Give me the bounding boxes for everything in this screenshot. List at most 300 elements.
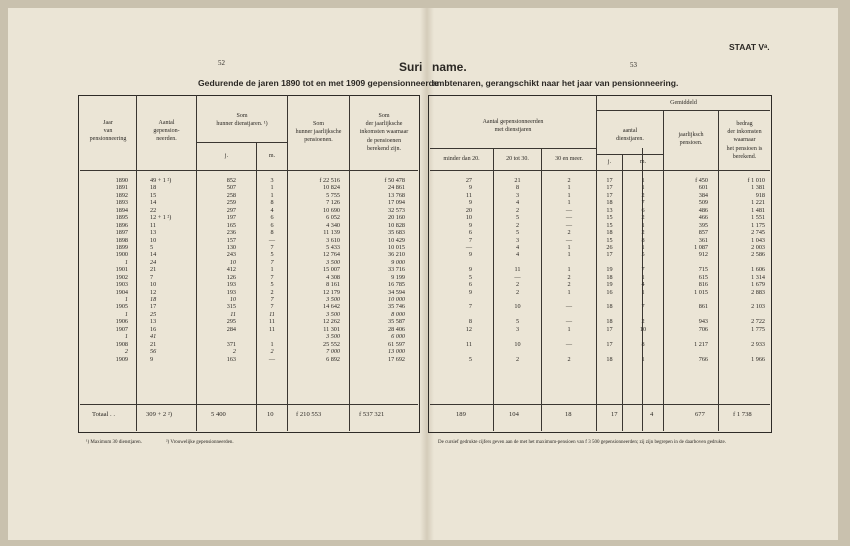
cell-gj: 18 xyxy=(606,229,613,237)
cell-aantal: 9 xyxy=(150,355,154,363)
cell-gm: 4 xyxy=(641,281,645,289)
page-number-left: 52 xyxy=(218,59,225,67)
cell-dj: 295 xyxy=(226,318,236,326)
cell-gm: 1 xyxy=(641,273,645,281)
cell-dm: 11 xyxy=(269,310,275,318)
cell-gm xyxy=(623,259,663,266)
cell-dm: 7 xyxy=(270,258,274,266)
cell-aantal: 11 xyxy=(150,221,156,229)
cell-dm: 11 xyxy=(269,318,275,326)
cell-inkomsten: 33 716 xyxy=(387,266,405,274)
cell-aantal: 10 xyxy=(150,236,157,244)
cell-dj: 11 xyxy=(230,310,236,318)
total-inkomsten: f 537 321 xyxy=(359,411,385,418)
cell-tot30 xyxy=(494,311,541,318)
cell-minder20: 6 xyxy=(468,281,472,289)
cell-gpensioen: 766 xyxy=(698,355,708,363)
cell-jaar: 1 xyxy=(124,258,128,266)
cell-dj: 197 xyxy=(226,214,236,222)
cell-gbedrag xyxy=(719,333,765,340)
header-gem-j: j. xyxy=(607,159,612,165)
cell-gj: 13 xyxy=(606,206,613,214)
cell-minder20: 8 xyxy=(468,318,472,326)
total-dienstjaren-j: 5 400 xyxy=(211,411,226,418)
total-minder-20: 189 xyxy=(456,411,466,418)
cell-inkomsten: 24 861 xyxy=(387,184,405,192)
cell-gm xyxy=(623,296,663,303)
cell-tot30: 3 xyxy=(515,191,520,199)
header-20-tot-30: 20 tot 30. xyxy=(506,156,529,162)
cell-minder20: 20 xyxy=(465,206,472,214)
cell-aantal: 12 xyxy=(150,288,157,296)
cell-gm: 7 xyxy=(641,266,645,274)
cell-aantal: 24 xyxy=(150,258,157,266)
cell-gpensioen: 943 xyxy=(698,318,708,326)
cell-gpensioen: 1 015 xyxy=(694,288,708,296)
cell-gpensioen xyxy=(664,333,708,340)
cell-gm: 1 xyxy=(641,288,645,296)
cell-dj: 259 xyxy=(226,199,236,207)
cell-gj xyxy=(597,259,622,266)
cell-gj: 15 xyxy=(606,236,613,244)
cell-gj: 19 xyxy=(606,281,613,289)
cell-meer30: 2 xyxy=(567,281,571,289)
cell-inkomsten: 13 000 xyxy=(387,348,405,356)
cell-meer30 xyxy=(542,296,596,303)
cell-tot30: — xyxy=(514,273,521,281)
cell-minder20 xyxy=(430,311,472,318)
cell-inkomsten: 36 210 xyxy=(387,251,405,259)
cell-inkomsten: 35 746 xyxy=(387,303,405,311)
cell-minder20: 11 xyxy=(466,340,472,348)
cell-dj: 165 xyxy=(226,221,236,229)
cell-minder20 xyxy=(430,333,472,340)
total-gem-j: 17 xyxy=(611,411,618,418)
cell-aantal: 41 xyxy=(150,333,157,341)
cell-tot30: 2 xyxy=(515,281,520,289)
cell-jaar: 1905 xyxy=(115,303,128,311)
cell-tot30: 2 xyxy=(515,206,520,214)
cell-inkomsten: 17 692 xyxy=(387,355,405,363)
cell-gj: 17 xyxy=(606,340,613,348)
cell-gm xyxy=(623,311,663,318)
cell-gj: 17 xyxy=(606,251,613,259)
cell-pensioen: 7 126 xyxy=(326,199,340,207)
cell-aantal: 14 xyxy=(150,251,157,259)
cell-gm: 2 xyxy=(641,214,645,222)
cell-gbedrag: 1 481 xyxy=(751,206,765,214)
cell-dm: 1 xyxy=(270,191,274,199)
cell-aantal: 21 xyxy=(150,340,157,348)
cell-dj: 507 xyxy=(226,184,236,192)
cell-gpensioen: 861 xyxy=(698,303,708,311)
cell-dm: 3 xyxy=(270,177,274,184)
cell-jaar: 1899 xyxy=(115,243,128,251)
cell-gm: 10 xyxy=(639,325,647,333)
rule xyxy=(196,142,287,143)
cell-aantal: 12 + 1 ²) xyxy=(150,214,172,222)
cell-gbedrag: 2 103 xyxy=(751,303,765,311)
cell-aantal: 49 + 1 ²) xyxy=(150,177,172,184)
cell-minder20: 9 xyxy=(468,221,472,229)
cell-jaar: 1908 xyxy=(115,340,128,348)
cell-tot30 xyxy=(494,348,541,355)
page-number-right: 53 xyxy=(630,61,637,69)
cell-tot30: 8 xyxy=(515,184,520,192)
cell-jaar: 1892 xyxy=(115,191,128,199)
cell-gpensioen: 601 xyxy=(698,184,708,192)
cell-meer30 xyxy=(542,311,596,318)
cell-dj: 412 xyxy=(226,266,236,274)
cell-jaar: 2 xyxy=(124,348,128,356)
cell-jaar: 1893 xyxy=(115,199,128,207)
footnote-maximum: ¹) Maximum 30 dienstjaren. xyxy=(86,440,142,445)
cell-dj: 243 xyxy=(226,251,236,259)
cell-gj xyxy=(597,296,622,303)
cell-jaar: 1890 xyxy=(115,177,128,184)
footnote-vrouwelijk: ²) Vrouwelijke gepensionneerden. xyxy=(166,440,234,445)
cell-dj: 193 xyxy=(226,288,236,296)
cell-gbedrag: 1 314 xyxy=(751,273,765,281)
cell-pensioen: 5 755 xyxy=(326,191,340,199)
cell-aantal: 5 xyxy=(150,243,154,251)
cell-gm: 1 xyxy=(641,243,645,251)
cell-inkomsten: 8 000 xyxy=(391,310,405,318)
cell-pensioen: 5 433 xyxy=(326,243,340,251)
cell-gbedrag: f 1 010 xyxy=(747,177,765,184)
cell-tot30: 2 xyxy=(515,221,520,229)
header-gem-m: m. xyxy=(639,159,647,165)
cell-jaar: 1 xyxy=(124,310,128,318)
cell-inkomsten: 61 597 xyxy=(387,340,405,348)
cell-inkomsten: 34 594 xyxy=(387,288,405,296)
cell-gj: 18 xyxy=(606,199,613,207)
cell-pensioen: 3 500 xyxy=(326,258,340,266)
cell-gj xyxy=(597,311,622,318)
cell-gj: 18 xyxy=(606,355,613,363)
cell-meer30: — xyxy=(565,318,573,326)
cell-pensioen: 6 052 xyxy=(326,214,340,222)
cell-jaar: 1898 xyxy=(115,236,128,244)
cell-pensioen: 3 500 xyxy=(326,310,340,318)
cell-meer30: 1 xyxy=(567,243,571,251)
cell-gbedrag: 2 586 xyxy=(751,251,765,259)
header-som-inkomsten: Som der jaarlijksche inkomsten waarnaar de pensioenen berekend zijn. xyxy=(359,113,409,152)
cell-jaar: 1907 xyxy=(115,325,128,333)
total-gem-pensioen: 677 xyxy=(695,411,705,418)
rule xyxy=(596,110,770,111)
rule xyxy=(430,170,770,171)
cell-dm: 1 xyxy=(270,184,274,192)
cell-aantal: 56 xyxy=(150,348,157,356)
cell-gm: 1 xyxy=(641,355,645,363)
cell-pensioen: 11 139 xyxy=(323,229,340,237)
cell-gj: 17 xyxy=(606,184,613,192)
cell-gbedrag: 2 722 xyxy=(751,318,765,326)
total-label: Totaal . . xyxy=(92,411,115,418)
cell-aantal: 22 xyxy=(150,206,157,214)
cell-jaar: 1895 xyxy=(115,214,128,222)
cell-dj: 297 xyxy=(226,206,236,214)
cell-gj: 15 xyxy=(606,221,613,229)
cell-gj: 17 xyxy=(606,325,613,333)
cell-meer30: — xyxy=(565,340,573,348)
cell-gj: 17 xyxy=(606,191,613,199)
cell-gpensioen: 857 xyxy=(698,229,708,237)
cell-jaar: 1894 xyxy=(115,206,128,214)
cell-meer30: 1 xyxy=(567,266,571,274)
cell-inkomsten: 16 785 xyxy=(387,281,405,289)
cell-inkomsten: 10 429 xyxy=(387,236,405,244)
cell-pensioen: f 22 516 xyxy=(319,177,340,184)
cell-pensioen: 3 610 xyxy=(326,236,340,244)
cell-gbedrag: 2 933 xyxy=(751,340,765,348)
cell-gm: 5 xyxy=(641,251,645,259)
cell-dj xyxy=(200,333,236,340)
cell-dj: 157 xyxy=(226,236,236,244)
cell-inkomsten: 10 828 xyxy=(387,221,405,229)
cell-jaar: 1900 xyxy=(115,251,128,259)
cell-dm xyxy=(257,333,287,340)
cell-gpensioen: 715 xyxy=(698,266,708,274)
cell-minder20: 9 xyxy=(468,251,472,259)
cell-pensioen: 10 824 xyxy=(322,184,340,192)
cell-dm: 8 xyxy=(270,199,274,207)
cell-inkomsten: 13 768 xyxy=(387,191,405,199)
cell-minder20: 12 xyxy=(465,325,472,333)
cell-inkomsten: 10 000 xyxy=(387,296,405,303)
cell-gpensioen: 1 087 xyxy=(694,243,708,251)
cell-gbedrag: 1 221 xyxy=(751,199,765,207)
cell-aantal: 13 xyxy=(150,229,157,237)
cell-gpensioen xyxy=(664,348,708,355)
cell-gbedrag xyxy=(719,259,765,266)
cell-aantal: 13 xyxy=(150,318,157,326)
cell-gm: 2 xyxy=(641,191,645,199)
cell-gbedrag: 2 883 xyxy=(751,288,765,296)
cell-tot30: 2 xyxy=(515,288,520,296)
header-aantal: Aantal gepension- neerden. xyxy=(153,120,180,143)
cell-aantal: 16 xyxy=(150,325,157,333)
cell-gpensioen: 395 xyxy=(698,221,708,229)
cell-gbedrag: 1 551 xyxy=(751,214,765,222)
cell-gm: 2 xyxy=(641,318,645,326)
cell-meer30: — xyxy=(565,236,573,244)
header-gem-bedrag: bedrag der inkomsten waarnaar het pensioen is berekend. xyxy=(726,121,763,160)
cell-gbedrag: 1 175 xyxy=(751,221,765,229)
cell-meer30: 1 xyxy=(567,288,571,296)
column-gem-m xyxy=(623,177,663,363)
cell-gm: 8 xyxy=(641,236,645,244)
cell-aantal: 18 xyxy=(150,296,157,303)
rule xyxy=(430,404,770,405)
cell-pensioen: 12 179 xyxy=(322,288,340,296)
header-aantal-met-dienstjaren: Aantal gepensionneerden met dienstjaren xyxy=(482,119,544,134)
cell-pensioen: 14 642 xyxy=(322,303,340,311)
cell-gpensioen: 466 xyxy=(698,214,708,222)
header-j: j. xyxy=(224,153,229,159)
cell-gbedrag: 1 381 xyxy=(751,184,765,192)
cell-gm: 1 xyxy=(641,184,645,192)
cell-dj: 10 xyxy=(229,296,236,303)
cell-inkomsten: 10 015 xyxy=(387,243,405,251)
cell-dj: 284 xyxy=(226,325,236,333)
cell-gbedrag xyxy=(719,296,765,303)
cell-jaar: 1906 xyxy=(115,318,128,326)
cell-jaar: 1897 xyxy=(115,229,128,237)
cell-meer30: — xyxy=(565,206,573,214)
cell-dj: 852 xyxy=(226,177,236,184)
cell-meer30: 1 xyxy=(567,325,571,333)
cell-gpensioen: 384 xyxy=(698,191,708,199)
header-jaar: Jaar van pensionneering xyxy=(89,120,127,143)
title-right: name. xyxy=(432,60,467,74)
subtitle-left: Gedurende de jaren 1890 tot en met 1909 gepensionneerde xyxy=(198,78,439,88)
cell-gpensioen: f 450 xyxy=(695,177,708,184)
cell-jaar: 1904 xyxy=(115,288,128,296)
total-30-en-meer: 18 xyxy=(565,411,572,418)
cell-gpensioen: 816 xyxy=(698,281,708,289)
cell-aantal: 25 xyxy=(150,310,157,318)
cell-inkomsten: 28 406 xyxy=(387,325,405,333)
cell-gbedrag: 2 745 xyxy=(751,229,765,237)
cell-gm: 7 xyxy=(641,303,645,311)
rule xyxy=(196,95,197,431)
cell-tot30 xyxy=(494,296,541,303)
cell-meer30: 1 xyxy=(567,184,571,192)
cell-gbedrag: 2 003 xyxy=(751,243,765,251)
cell-dm: 1 xyxy=(270,266,274,274)
cell-tot30: 4 xyxy=(515,199,520,207)
cell-inkomsten: 32 573 xyxy=(387,206,405,214)
cell-gj xyxy=(597,348,622,355)
total-20-tot-30: 104 xyxy=(509,411,519,418)
header-minder-20: minder dan 20. xyxy=(443,156,480,162)
cell-gj: 18 xyxy=(606,273,613,281)
cell-inkomsten: 17 094 xyxy=(387,199,405,207)
cell-gm: 1 xyxy=(641,177,645,184)
column-jaar xyxy=(80,177,128,363)
cell-gpensioen xyxy=(664,296,708,303)
cell-dm: 2 xyxy=(270,288,274,296)
cell-gm: 6 xyxy=(641,206,645,214)
column-30-en-meer xyxy=(542,177,596,363)
cell-minder20 xyxy=(430,296,472,303)
cell-pensioen: 4 308 xyxy=(326,273,340,281)
footnote-cursief: De cursief gedrukte cijfers geven aan de met het maximum-pensioen van f 3 500 gepensionneerden; zij zijn begrepen in de daarboven gedrukte. xyxy=(438,440,726,445)
cell-pensioen: 15 007 xyxy=(322,266,340,274)
cell-dm: 11 xyxy=(269,325,275,333)
cell-dm: 8 xyxy=(270,229,274,237)
cell-pensioen: 12 262 xyxy=(322,318,340,326)
rule xyxy=(80,170,418,171)
cell-minder20: 9 xyxy=(468,199,472,207)
cell-pensioen: 3 500 xyxy=(326,296,340,303)
cell-tot30: 2 xyxy=(515,355,520,363)
cell-tot30: 10 xyxy=(514,340,521,348)
cell-dm: 6 xyxy=(270,221,274,229)
cell-minder20: — xyxy=(465,243,472,251)
cell-minder20: 7 xyxy=(468,303,472,311)
cell-dm: — xyxy=(268,236,276,244)
column-gem-pensioen xyxy=(664,177,708,363)
cell-gj: 18 xyxy=(606,303,613,311)
cell-gpensioen: 361 xyxy=(698,236,708,244)
cell-minder20: 10 xyxy=(465,214,472,222)
column-aantal xyxy=(150,177,195,363)
cell-inkomsten: 20 160 xyxy=(387,214,405,222)
cell-minder20: 11 xyxy=(466,191,472,199)
cell-meer30 xyxy=(542,333,596,340)
cell-dm: 7 xyxy=(270,303,274,311)
cell-gbedrag: 1 966 xyxy=(751,355,765,363)
cell-dj: 130 xyxy=(226,243,236,251)
cell-meer30: 2 xyxy=(567,273,571,281)
rule xyxy=(596,154,663,155)
cell-minder20: 9 xyxy=(468,184,472,192)
cell-inkomsten: f 50 478 xyxy=(384,177,405,184)
rule xyxy=(136,95,137,431)
cell-dj: 315 xyxy=(226,303,236,311)
cell-gj: 19 xyxy=(606,266,613,274)
rule xyxy=(430,148,596,149)
cell-gbedrag: 1 679 xyxy=(751,281,765,289)
cell-jaar: 1909 xyxy=(115,355,128,363)
cell-meer30: 1 xyxy=(567,199,571,207)
cell-aantal: 10 xyxy=(150,281,157,289)
cell-pensioen: 6 892 xyxy=(326,355,340,363)
cell-minder20: 27 xyxy=(465,177,472,184)
cell-gj: 17 xyxy=(606,177,613,184)
cell-dj: 10 xyxy=(229,258,236,266)
header-gem-aantal: aantal dienstjaren. xyxy=(616,128,644,143)
total-pensioenen: f 210 553 xyxy=(296,411,322,418)
cell-inkomsten: 9 000 xyxy=(391,258,405,266)
total-gem-bedrag: f 1 738 xyxy=(733,411,752,418)
cell-gpensioen xyxy=(664,259,708,266)
rule xyxy=(80,404,418,405)
cell-dj: 126 xyxy=(226,273,236,281)
cell-minder20: 5 xyxy=(468,273,472,281)
cell-minder20: 6 xyxy=(468,229,472,237)
cell-gbedrag: 918 xyxy=(755,191,765,199)
header-gemiddeld: Gemiddeld xyxy=(670,100,697,106)
title-left: Suri xyxy=(399,60,423,74)
cell-gj xyxy=(597,333,622,340)
cell-gj: 18 xyxy=(606,318,613,326)
cell-gpensioen: 1 217 xyxy=(694,340,708,348)
cell-tot30: 3 xyxy=(515,236,520,244)
header-m: m. xyxy=(268,153,276,159)
cell-meer30: 2 xyxy=(567,177,571,184)
column-inkomsten xyxy=(350,177,405,363)
cell-aantal: 7 xyxy=(150,273,154,281)
cell-minder20: 5 xyxy=(468,355,472,363)
cell-tot30: 21 xyxy=(514,177,521,184)
cell-dj: 193 xyxy=(226,281,236,289)
cell-tot30: 4 xyxy=(515,251,520,259)
cell-tot30: 5 xyxy=(515,214,520,222)
cell-tot30: 5 xyxy=(515,318,520,326)
column-gem-bedrag xyxy=(719,177,765,363)
cell-gpensioen: 486 xyxy=(698,206,708,214)
column-minder-20 xyxy=(430,177,472,363)
cell-pensioen: 25 552 xyxy=(322,340,340,348)
cell-gm: 2 xyxy=(641,229,645,237)
cell-minder20 xyxy=(430,259,472,266)
header-30-en-meer: 30 en meer. xyxy=(555,156,583,162)
cell-gbedrag xyxy=(719,311,765,318)
